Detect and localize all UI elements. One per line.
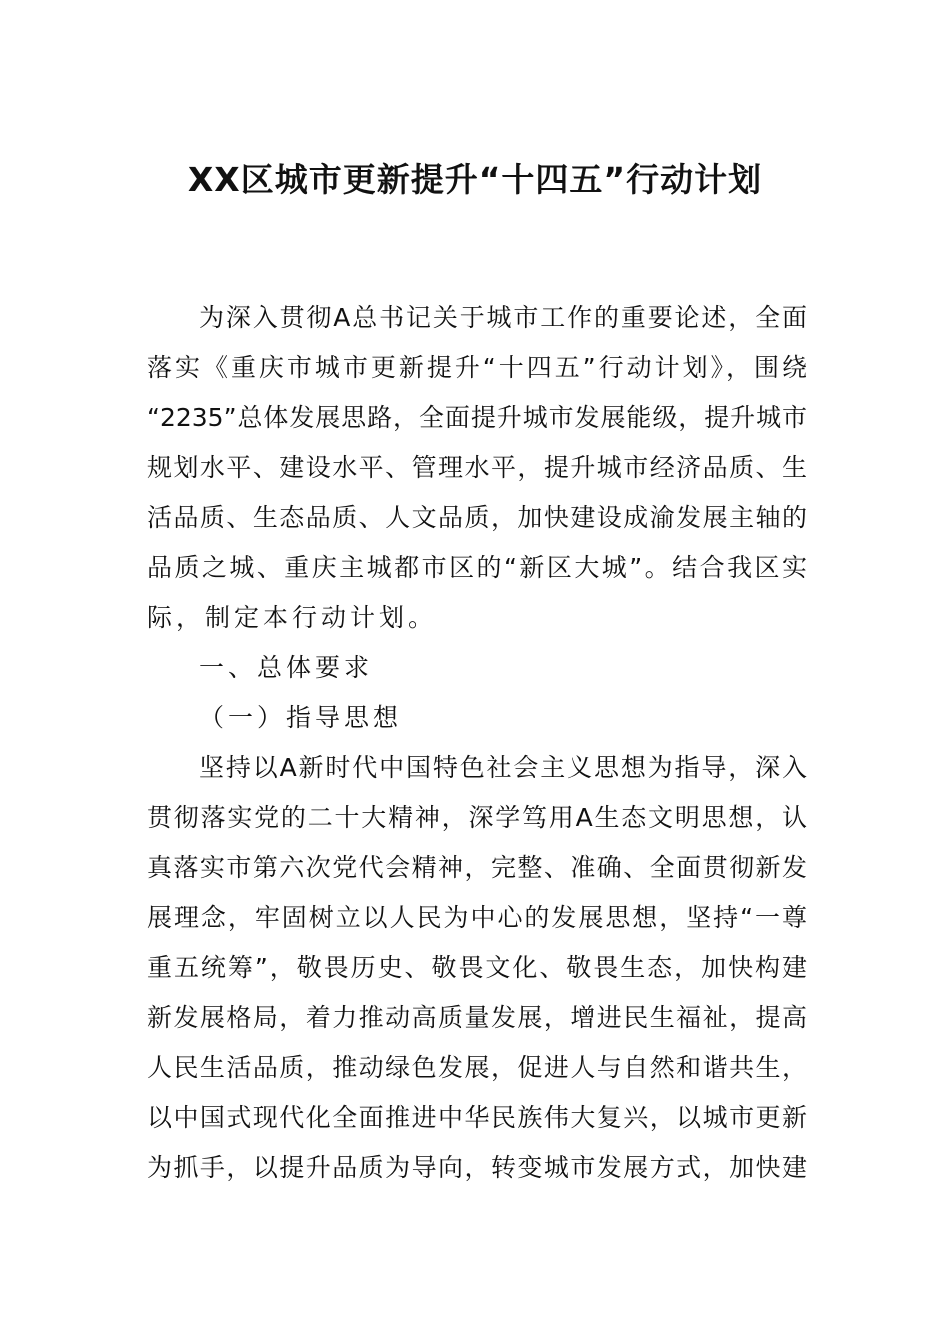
paragraph-line: 落实《重庆市城市更新提升“十四五”行动计划》，围绕 [147, 353, 807, 382]
paragraph-line: 为抓手，以提升品质为导向，转变城市发展方式，加快建 [147, 1153, 807, 1182]
paragraph-line: 为深入贯彻A总书记关于城市工作的重要论述，全面 [199, 303, 807, 332]
paragraph-line: 以中国式现代化全面推进中华民族伟大复兴，以城市更新 [147, 1103, 807, 1132]
paragraph-line: 新发展格局，着力推动高质量发展，增进民生福祉，提高 [147, 1003, 807, 1032]
paragraph-line: 规划水平、建设水平、管理水平，提升城市经济品质、生 [147, 453, 807, 482]
document-body [147, 293, 807, 1193]
section-heading: 一、总体要求 [199, 653, 374, 682]
document-title: XX区城市更新提升“十四五”行动计划 [187, 160, 763, 199]
paragraph-line: 贯彻落实党的二十大精神，深学笃用A生态文明思想，认 [147, 803, 807, 832]
subsection-heading: （一）指导思想 [199, 703, 403, 732]
paragraph-line: 品质之城、重庆主城都市区的“新区大城”。结合我区实 [147, 553, 807, 582]
paragraph-line: “2235”总体发展思路，全面提升城市发展能级，提升城市 [147, 403, 807, 432]
paragraph-line: 坚持以A新时代中国特色社会主义思想为指导，深入 [199, 753, 807, 782]
paragraph-line: 际，制定本行动计划。 [147, 603, 438, 632]
paragraph-line: 重五统筹”，敬畏历史、敬畏文化、敬畏生态，加快构建 [147, 953, 807, 982]
paragraph-line: 展理念，牢固树立以人民为中心的发展思想，坚持“一尊 [147, 903, 807, 932]
paragraph-line: 真落实市第六次党代会精神，完整、准确、全面贯彻新发 [147, 853, 807, 882]
paragraph-line: 人民生活品质，推动绿色发展，促进人与自然和谐共生， [147, 1053, 807, 1082]
paragraph-line: 活品质、生态品质、人文品质，加快建设成渝发展主轴的 [147, 503, 807, 532]
